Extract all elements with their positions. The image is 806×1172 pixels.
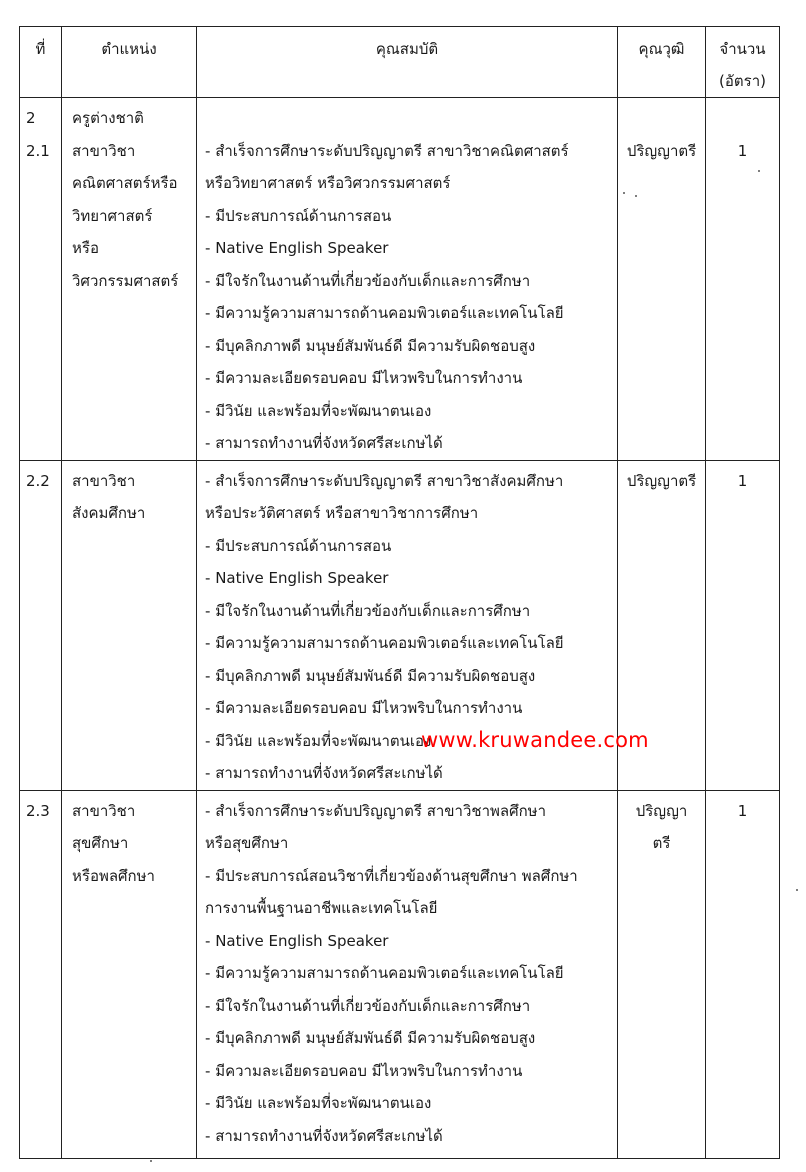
qualification-item: - มีวินัย และพร้อมที่จะพัฒนาตนเอง	[197, 1087, 617, 1120]
scan-speck	[623, 192, 625, 194]
position	[62, 460, 197, 790]
table-row	[20, 98, 780, 461]
position-line: ครูต่างชาติ	[72, 109, 144, 127]
table-row	[20, 460, 780, 790]
qualification-item: - สำเร็จการศึกษาระดับปริญญาตรี สาขาวิชาพลศึกษา	[197, 795, 617, 828]
row-number-line: 2	[26, 109, 36, 127]
watermark-text: www.kruwandee.com	[421, 728, 649, 752]
header-count-line1: จำนวน	[719, 40, 766, 58]
count	[706, 98, 780, 461]
qualification-item: - สามารถทำงานที่จังหวัดศรีสะเกษได้	[197, 1120, 617, 1153]
position-line: วิศวกรรมศาสตร์	[72, 271, 179, 290]
table-row	[20, 790, 780, 1158]
qualification-item: - มีบุคลิกภาพดี มนุษย์สัมพันธ์ดี มีความรับผิดชอบสูง	[197, 660, 617, 693]
qualification-item: - มีบุคลิกภาพดี มนุษย์สัมพันธ์ดี มีความรับผิดชอบสูง	[197, 1022, 617, 1055]
qualification-item: - มีใจรักในงานด้านที่เกี่ยวข้องกับเด็กและการศึกษา	[197, 595, 617, 628]
qualification-text: การงานพื้นฐานอาชีพและเทคโนโลยี	[205, 899, 438, 917]
qualification-item: - มีความละเอียดรอบคอบ มีไหวพริบในการทำงาน	[197, 1055, 617, 1088]
qualification-item: - สามารถทำงานที่จังหวัดศรีสะเกษได้	[197, 757, 617, 790]
degree	[618, 790, 706, 1158]
qualification-item: - มีประสบการณ์ด้านการสอน	[197, 200, 617, 233]
qualifications	[197, 98, 618, 461]
qualification-item: - มีใจรักในงานด้านที่เกี่ยวข้องกับเด็กและการศึกษา	[197, 265, 617, 298]
qualification-item: - Native English Speaker	[197, 925, 617, 958]
qualification-item: - มีความรู้ความสามารถด้านคอมพิวเตอร์และเทคโนโลยี	[197, 297, 617, 330]
scan-speck	[796, 889, 798, 891]
row-number-line: 2.1	[26, 141, 50, 160]
header-qualifications: คุณสมบัติ	[197, 27, 618, 98]
qualification-item: - Native English Speaker	[197, 232, 617, 265]
row-number	[20, 460, 62, 790]
header-count	[706, 27, 780, 98]
position-line: หรือ	[72, 239, 99, 257]
degree-line: ปริญญาตรี	[626, 471, 697, 490]
qualification-text: หรือประวัติศาสตร์ หรือสาขาวิชาการศึกษา	[205, 504, 479, 522]
header-degree: คุณวุฒิ	[618, 27, 706, 98]
degree	[618, 98, 706, 461]
qualification-item: - สำเร็จการศึกษาระดับปริญญาตรี สาขาวิชาสังคมศึกษา	[197, 465, 617, 498]
scan-speck	[150, 1160, 152, 1162]
qualification-item: - มีใจรักในงานด้านที่เกี่ยวข้องกับเด็กและการศึกษา	[197, 990, 617, 1023]
degree-line: ปริญญา	[635, 801, 688, 820]
count-line: 1	[737, 801, 748, 820]
header-no: ที่	[20, 27, 62, 98]
qualification-item: - Native English Speaker	[197, 562, 617, 595]
row-number-line: 2.2	[26, 471, 50, 490]
count	[706, 790, 780, 1158]
qualification-item: - มีประสบการณ์สอนวิชาที่เกี่ยวข้องด้านสุขศึกษา พลศึกษา	[197, 860, 617, 893]
header-count-line2: (อัตรา)	[719, 72, 766, 90]
row-number-line: 2.3	[26, 801, 50, 820]
qualification-item: - มีความละเอียดรอบคอบ มีไหวพริบในการทำงาน	[197, 692, 617, 725]
position-line: สาขาวิชา	[72, 801, 136, 820]
position	[62, 98, 197, 461]
position-line: สาขาวิชา	[72, 141, 136, 160]
position-line: สังคมศึกษา	[72, 504, 146, 522]
qualifications	[197, 790, 618, 1158]
qualification-item: - มีความรู้ความสามารถด้านคอมพิวเตอร์และเทคโนโลยี	[197, 957, 617, 990]
degree-line: ตรี	[652, 834, 671, 852]
qualification-text: หรือสุขศึกษา	[205, 834, 289, 852]
position-line: สุขศึกษา	[72, 834, 129, 852]
qualification-item: - มีความละเอียดรอบคอบ มีไหวพริบในการทำงาน	[197, 362, 617, 395]
position-line: วิทยาศาสตร์	[72, 206, 153, 225]
count	[706, 460, 780, 790]
position-line: สาขาวิชา	[72, 471, 136, 490]
degree-line	[618, 102, 705, 135]
count-line	[706, 102, 779, 135]
header-position: ตำแหน่ง	[62, 27, 197, 98]
scan-speck	[758, 170, 760, 172]
count-line: 1	[737, 141, 748, 160]
row-number	[20, 98, 62, 461]
degree-line: ปริญญาตรี	[626, 141, 697, 160]
qualification-text	[197, 102, 617, 135]
qualification-item: - มีวินัย และพร้อมที่จะพัฒนาตนเอง	[197, 725, 617, 758]
row-number	[20, 790, 62, 1158]
qualification-item: - มีความรู้ความสามารถด้านคอมพิวเตอร์และเทคโนโลยี	[197, 627, 617, 660]
position-line: คณิตศาสตร์หรือ	[72, 174, 178, 192]
positions-table	[19, 26, 780, 1159]
position-line: หรือพลศึกษา	[72, 866, 155, 885]
qualification-text: หรือวิทยาศาสตร์ หรือวิศวกรรมศาสตร์	[205, 174, 451, 192]
qualification-item: - มีบุคลิกภาพดี มนุษย์สัมพันธ์ดี มีความรับผิดชอบสูง	[197, 330, 617, 363]
position	[62, 790, 197, 1158]
scan-speck	[635, 195, 637, 197]
qualification-item: - มีวินัย และพร้อมที่จะพัฒนาตนเอง	[197, 395, 617, 428]
qualification-item: - มีประสบการณ์ด้านการสอน	[197, 530, 617, 563]
count-line: 1	[737, 471, 748, 490]
qualification-item: - สำเร็จการศึกษาระดับปริญญาตรี สาขาวิชาคณิตศาสตร์	[197, 135, 617, 168]
qualification-item: - สามารถทำงานที่จังหวัดศรีสะเกษได้	[197, 427, 617, 460]
